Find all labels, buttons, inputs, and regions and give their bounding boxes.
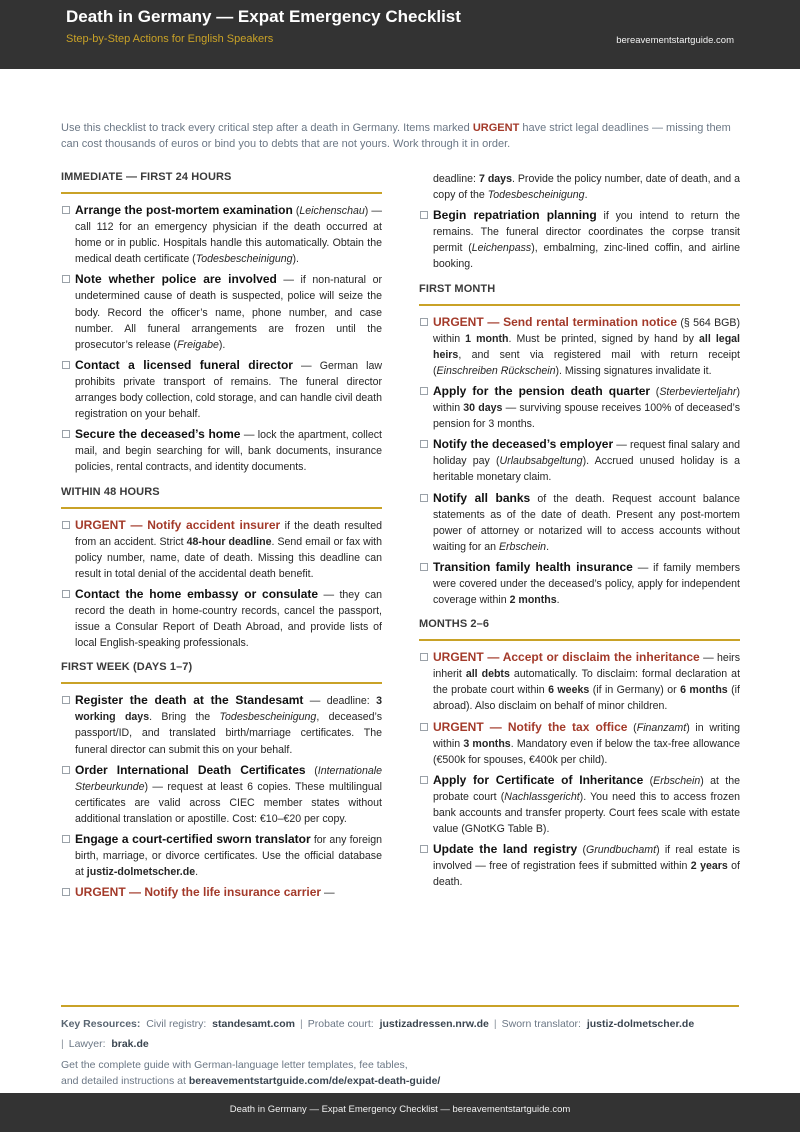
right-column	[419, 171, 740, 894]
probate-court-link[interactable]: justizadressen.nrw.de	[379, 1018, 489, 1030]
checklist-item-register-death: Register the death at the Standesamt — deadline: 3 working days. Bring the Todesbescheinigung, deceased’s passport/ID, and translated birth/marriage certificates. The funeral director can submit this on your behalf.	[61, 692, 382, 757]
checkbox[interactable]	[62, 835, 70, 843]
checkbox[interactable]	[420, 318, 428, 326]
checklist-item-employer: Notify the deceased’s employer — request final salary and holiday pay (Urlaubsabgeltung). Accrued unused holiday is a heritable monetary claim.	[419, 436, 740, 485]
checklist-item-banks: Notify all banks of the death. Request account balance statements as of the date of death. Present any post-mortem power of attorney or notarized will to access accounts without waiting for an Erbschein.	[419, 490, 740, 555]
section-heading-first-week: FIRST WEEK (DAYS 1–7)	[61, 661, 382, 684]
page-footer: Death in Germany — Expat Emergency Checklist — bereavementstartguide.com	[0, 1093, 800, 1132]
page-subtitle: Step-by-Step Actions for English Speakers	[66, 33, 274, 45]
guide-promo: Get the complete guide with German-language letter templates, fee tables, and detailed instructions at bereavementstartguide.com/de/expat-death-guide/	[61, 1059, 441, 1087]
checkbox[interactable]	[420, 211, 428, 219]
checklist-item-pension: Apply for the pension death quarter (Sterbevierteljahr) within 30 days — surviving spouse receives 100% of deceased’s pension for 3 months.	[419, 383, 740, 432]
page-title: Death in Germany — Expat Emergency Checklist	[66, 7, 461, 26]
checklist-item-tax-office: URGENT — Notify the tax office (Finanzamt) in writing within 3 months. Mandatory even if below the tax-free allowance (€500k for spouses, €400k per child).	[419, 719, 740, 768]
checklist-item-life-insurance: URGENT — Notify the life insurance carrier —	[61, 884, 382, 901]
checklist-item-inheritance: URGENT — Accept or disclaim the inheritance — heirs inherit all debts automatically. To disclaim: formal declaration at the probate court within 6 weeks (if in Germany) or 6 months (if abroad). Also disclaim on behalf of minor children.	[419, 649, 740, 714]
checklist-item-accident-insurer: URGENT — Notify accident insurer if the death resulted from an accident. Strict 48-hour deadline. Send email or fax with policy number, name, date of death. Missing this deadline can result in total denial of the accidental death benefit.	[61, 517, 382, 582]
checkbox[interactable]	[420, 723, 428, 731]
checklist-item-international-certificates: Order International Death Certificates (Internationale Sterbeurkunde) — request at least 6 copies. These multilingual certificates are valid across CIEC member states without additional translation or apostille. Cost: €10–€20 per copy.	[61, 762, 382, 827]
checklist-item-land-registry: Update the land registry (Grundbuchamt) if real estate is involved — free of registration fees if submitted within 2 years of death.	[419, 841, 740, 890]
checkbox[interactable]	[62, 766, 70, 774]
section-heading-months-2-6: MONTHS 2–6	[419, 618, 740, 641]
section-heading-within-48-hours: WITHIN 48 HOURS	[61, 486, 382, 509]
checkbox[interactable]	[420, 387, 428, 395]
key-resources: Key Resources: Civil registry: standesamt.com | Probate court: justizadressen.nrw.de | Sworn translator: justiz-dolmetscher.de | Lawyer: brak.de	[61, 1005, 739, 1054]
section-heading-first-month: FIRST MONTH	[419, 283, 740, 306]
checkbox[interactable]	[62, 206, 70, 214]
civil-registry-link[interactable]: standesamt.com	[212, 1018, 296, 1030]
guide-link[interactable]: bereavementstartguide.com/de/expat-death-guide/	[188, 1075, 441, 1087]
checklist-item-funeral-director: Contact a licensed funeral director — German law prohibits private transport of remains. The funeral director arranges body collection, cold storage, and can handle civil death registration on your behalf.	[61, 357, 382, 422]
checkbox[interactable]	[420, 494, 428, 502]
translator-db-link[interactable]: justiz-dolmetscher.de	[86, 866, 196, 879]
page-header	[0, 0, 800, 69]
checkbox[interactable]	[62, 521, 70, 529]
checkbox[interactable]	[62, 275, 70, 283]
checkbox[interactable]	[420, 776, 428, 784]
checklist-item-secure-home: Secure the deceased’s home — lock the apartment, collect mail, and begin searching for will, bank documents, insurance policies, rental contracts, and identity documents.	[61, 426, 382, 475]
checklist-item-rental-termination: URGENT — Send rental termination notice (§ 564 BGB) within 1 month. Must be printed, signed by hand by all legal heirs, and sent via registered mail with return receipt (Einschreiben Rückschein). Missing signatures invalidate it.	[419, 314, 740, 379]
checkbox[interactable]	[62, 590, 70, 598]
checklist-item-life-insurance-continued: deadline: 7 days. Provide the policy number, date of death, and a copy of the Todesbescheinigung.	[433, 173, 740, 202]
checkbox[interactable]	[420, 845, 428, 853]
section-heading-immediate: IMMEDIATE — FIRST 24 HOURS	[61, 171, 382, 194]
checklist-item-repatriation: Begin repatriation planning if you intend to return the remains. The funeral director coordinates the corpse transit permit (Leichenpass), embalming, zinc-lined coffin, and airline booking.	[419, 207, 740, 272]
checkbox[interactable]	[420, 440, 428, 448]
urgent-marker: URGENT	[472, 122, 520, 134]
lawyer-link[interactable]: brak.de	[111, 1038, 149, 1050]
checklist-item-embassy: Contact the home embassy or consulate — they can record the death in home-country records, cancel the passport, issue a Consular Report of Death Abroad, and provide lists of local English-speaking professionals.	[61, 586, 382, 651]
checklist-item-certificate-inheritance: Apply for Certificate of Inheritance (Erbschein) at the probate court (Nachlassgericht). You need this to access frozen bank accounts and transfer property. Court fees scale with estate value (GNotKG Table B).	[419, 772, 740, 837]
checklist-item-police: Note whether police are involved — if non-natural or undetermined cause of death is suspected, police will seize the body. Record the officer’s name, phone number, and case number. All funeral arrangements are frozen until the prosecutor’s release (Freigabe).	[61, 271, 382, 352]
checklist-item-sworn-translator: Engage a court-certified sworn translator for any foreign birth, marriage, or divorce certificates. Use the official database at justiz-dolmetscher.de.	[61, 831, 382, 880]
left-column	[61, 171, 382, 905]
checkbox[interactable]	[62, 430, 70, 438]
checkbox[interactable]	[420, 653, 428, 661]
intro-paragraph: Use this checklist to track every critical step after a death in Germany. Items marked URGENT have strict legal deadlines — missing them can cost thousands of euros or bind you to debts that are not yours. Work through it in order.	[61, 122, 731, 150]
checklist-item-health-insurance: Transition family health insurance — if family members were covered under the deceased’s policy, apply for independent coverage within 2 months.	[419, 559, 740, 608]
checkbox[interactable]	[420, 563, 428, 571]
checkbox[interactable]	[62, 696, 70, 704]
checkbox[interactable]	[62, 888, 70, 896]
checklist-item-postmortem: Arrange the post-mortem examination (Leichenschau) — call 112 for an emergency physician if the death occurred at home or in public. Hospitals handle this automatically. Obtain the medical death certificate (Todesbescheinigung).	[61, 202, 382, 267]
checkbox[interactable]	[62, 361, 70, 369]
sworn-translator-link[interactable]: justiz-dolmetscher.de	[586, 1018, 695, 1030]
header-site-link[interactable]: bereavementstartguide.com	[616, 35, 734, 46]
